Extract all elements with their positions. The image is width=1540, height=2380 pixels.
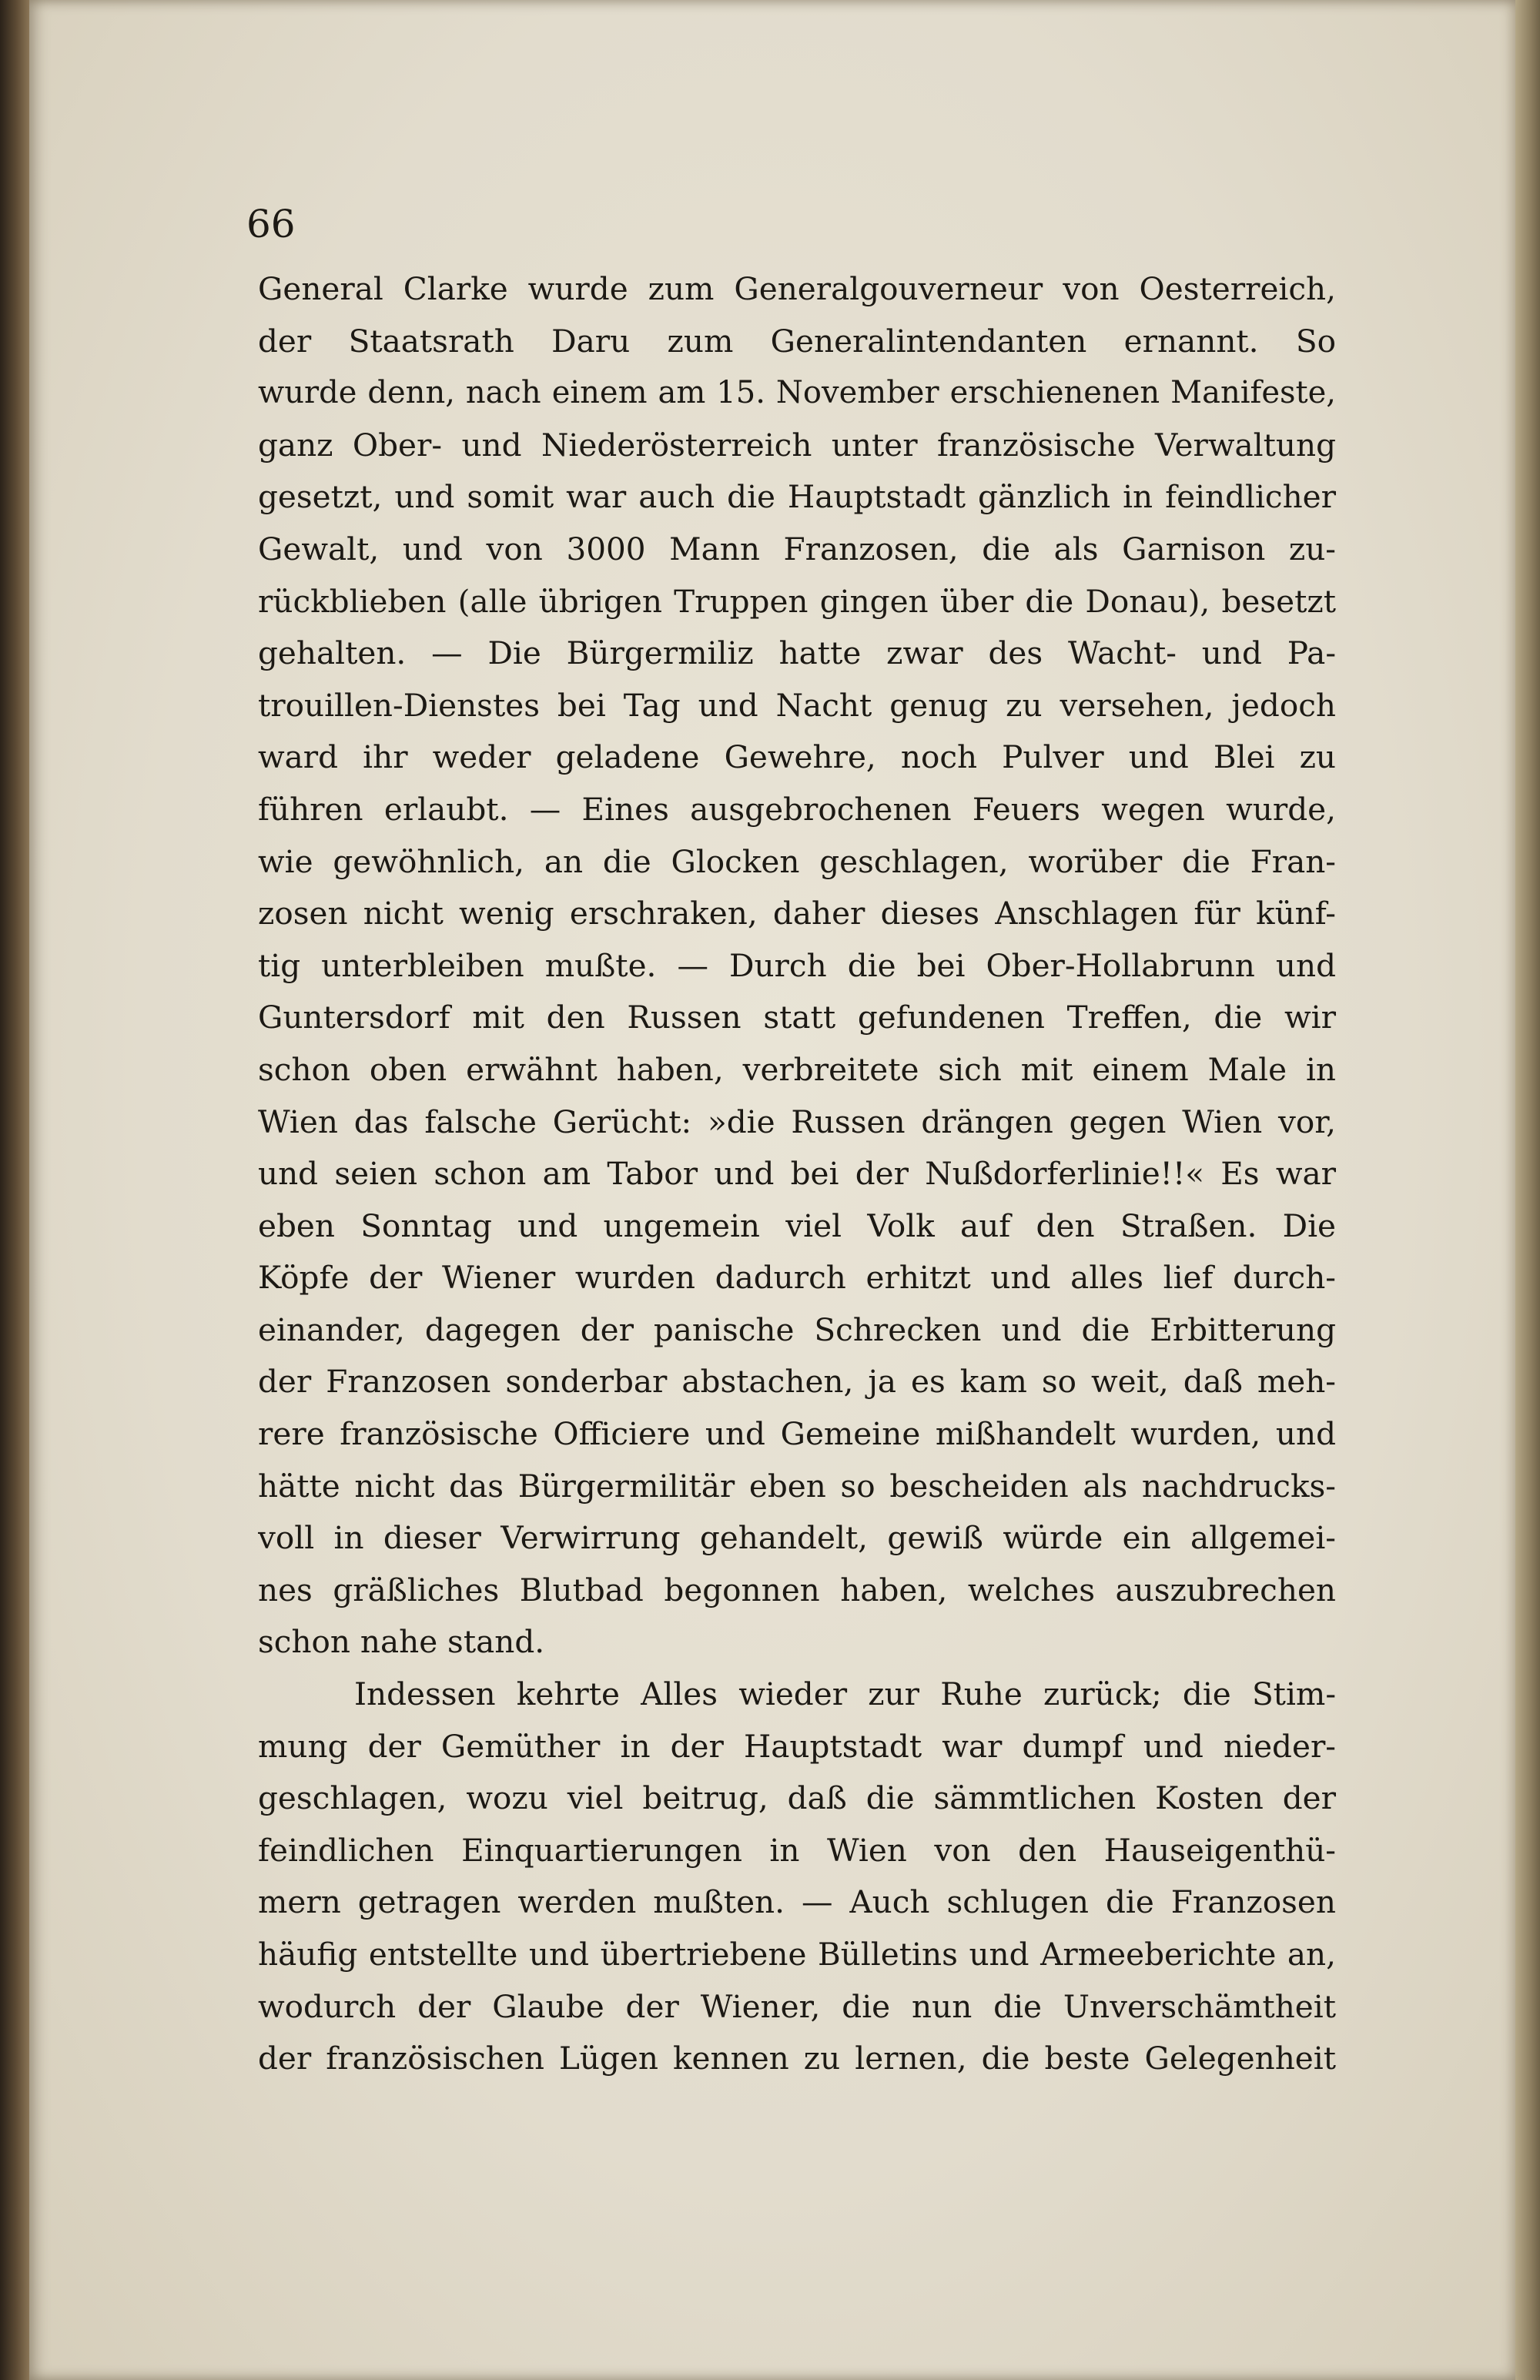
body-text: [258, 263, 1336, 2085]
text-line: Indessen kehrte Alles wieder zur Ruhe zurück; die Stim-: [354, 1675, 1336, 1713]
text-line: feindlichen Einquartierungen in Wien von den Hauseigenthü-: [258, 1831, 1336, 1869]
text-line: zosen nicht wenig erschraken, daher dieses Anschlagen für künf-: [258, 895, 1336, 932]
text-line: nes gräßliches Blutbad begonnen haben, welches auszubrechen: [258, 1571, 1336, 1608]
paragraph: [258, 263, 1336, 1669]
text-line: mung der Gemüther in der Hauptstadt war dumpf und nieder-: [258, 1727, 1336, 1765]
page-number: 66: [246, 202, 296, 246]
text-line: tig unterbleiben mußte. — Durch die bei Ober-Hollabrunn und: [258, 946, 1336, 984]
text-line: eben Sonntag und ungemein viel Volk auf den Straßen. Die: [258, 1207, 1336, 1244]
text-line: gehalten. — Die Bürgermiliz hatte zwar des Wacht- und Pa-: [258, 634, 1336, 672]
text-line: mern getragen werden mußten. — Auch schlugen die Franzosen: [258, 1883, 1336, 1921]
text-line: schon oben erwähnt haben, verbreitete sich mit einem Male in: [258, 1050, 1336, 1088]
text-line: häufig entstellte und übertriebene Bülletins und Armeeberichte an,: [258, 1936, 1336, 1973]
text-line: rere französische Officiere und Gemeine mißhandelt wurden, und: [258, 1415, 1336, 1453]
text-line: wurde denn, nach einem am 15. November erschienenen Manifeste,: [258, 375, 1336, 411]
page-stack-edge: [1515, 0, 1540, 2380]
text-line: hätte nicht das Bürgermilitär eben so bescheiden als nachdrucks-: [258, 1467, 1336, 1505]
text-line: ganz Ober- und Niederösterreich unter französische Verwaltung: [258, 426, 1336, 464]
book-binding-edge: [0, 0, 29, 2380]
text-line: General Clarke wurde zum Generalgouverneur von Oesterreich,: [258, 270, 1336, 307]
text-line: rückblieben (alle übrigen Truppen gingen über die Donau), besetzt: [258, 582, 1336, 620]
text-line: und seien schon am Tabor und bei der Nußdorferlinie!!« Es war: [258, 1155, 1336, 1193]
text-line: einander, dagegen der panische Schrecken und die Erbitterung: [258, 1311, 1336, 1348]
text-line: Wien das falsche Gerücht: »die Russen drängen gegen Wien vor,: [258, 1103, 1336, 1140]
text-line: der Franzosen sonderbar abstachen, ja es kam so weit, daß meh-: [258, 1363, 1336, 1401]
text-line: ward ihr weder geladene Gewehre, noch Pulver und Blei zu: [258, 738, 1336, 776]
text-line: führen erlaubt. — Eines ausgebrochenen Feuers wegen wurde,: [258, 790, 1336, 828]
text-line: trouillen-Dienstes bei Tag und Nacht genug zu versehen, jedoch: [258, 686, 1336, 724]
text-line: der französischen Lügen kennen zu lernen, die beste Gelegenheit: [258, 2040, 1336, 2077]
text-line: wie gewöhnlich, an die Glocken geschlagen, worüber die Fran-: [258, 842, 1336, 880]
paragraph: [258, 1669, 1336, 2085]
text-line: Guntersdorf mit den Russen statt gefundenen Treffen, die wir: [258, 999, 1336, 1036]
text-line: schon nahe stand.: [258, 1623, 545, 1661]
text-line: Köpfe der Wiener wurden dadurch erhitzt und alles lief durch-: [258, 1259, 1336, 1297]
text-line: geschlagen, wozu viel beitrug, daß die sämmtlichen Kosten der: [258, 1779, 1336, 1817]
text-line: voll in dieser Verwirrung gehandelt, gewiß würde ein allgemei-: [258, 1519, 1336, 1557]
text-line: der Staatsrath Daru zum Generalintendanten ernannt. So: [258, 322, 1336, 360]
text-line: gesetzt, und somit war auch die Hauptstadt gänzlich in feindlicher: [258, 478, 1336, 516]
text-line: Gewalt, und von 3000 Mann Franzosen, die als Garnison zu-: [258, 530, 1336, 567]
text-line: wodurch der Glaube der Wiener, die nun die Unverschämtheit: [258, 1987, 1336, 2025]
